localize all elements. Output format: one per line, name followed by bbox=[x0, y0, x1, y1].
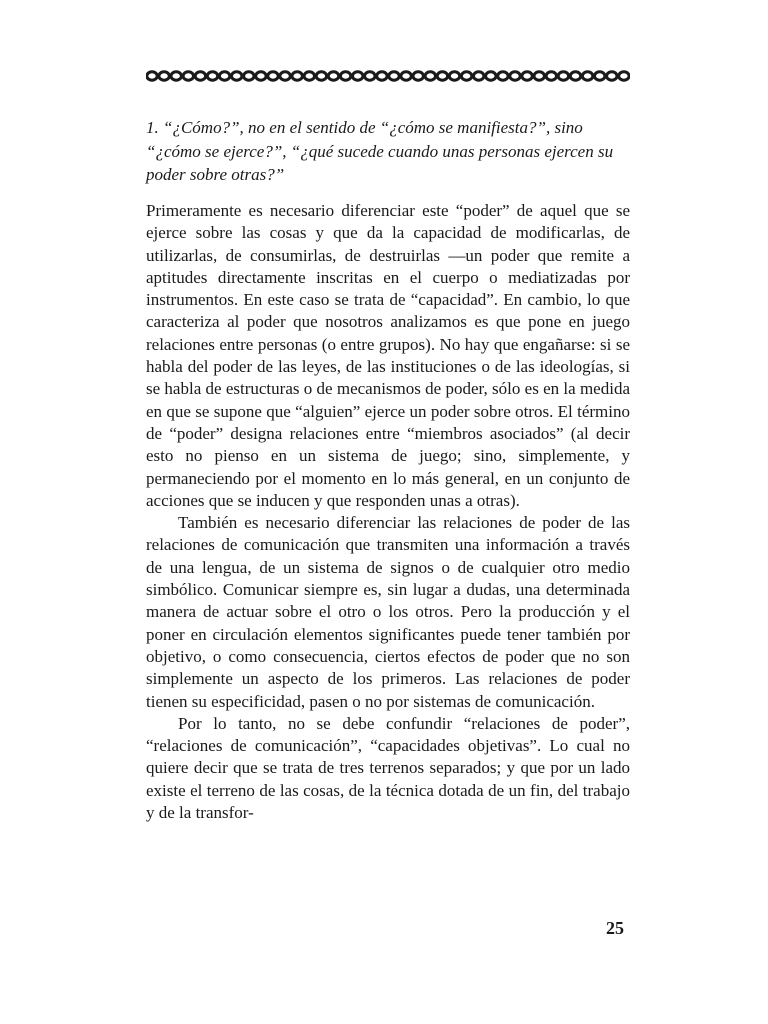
chain-link bbox=[244, 72, 254, 80]
chain-link bbox=[389, 72, 399, 80]
chain-link bbox=[558, 72, 568, 80]
chain-link bbox=[207, 72, 217, 80]
chain-link bbox=[316, 72, 326, 80]
chain-link bbox=[280, 72, 290, 80]
chain-link bbox=[534, 72, 544, 80]
chain-link bbox=[232, 72, 242, 80]
chain-link bbox=[159, 72, 169, 80]
chain-link bbox=[570, 72, 580, 80]
chain-link bbox=[340, 72, 350, 80]
chain-link bbox=[437, 72, 447, 80]
chain-link bbox=[486, 72, 496, 80]
paragraph: También es necesario diferenciar las relaciones de poder de las relaciones de comunicación que transmiten una información a través de una lengua, de un sistema de signos o de cualquier otro medio simbólico. Comunicar siempre es, sin lugar a dudas, una determinada manera de actuar sobre el otro o los otros. Pero la producción y el poner en circulación elementos significantes puede tener también por objetivo, o como consecuencia, ciertos efectos de poder que no son simplemente un aspecto de los primeros. Las relaciones de poder tienen su especificidad, pasen o no por sistemas de comunicación. bbox=[146, 513, 630, 711]
chain-link bbox=[292, 72, 302, 80]
chain-link bbox=[546, 72, 556, 80]
chain-link bbox=[328, 72, 338, 80]
chain-link bbox=[619, 72, 629, 80]
paragraph: Por lo tanto, no se debe confundir “relaciones de poder”, “relaciones de comunicación”, “capacidades objetivas”. Lo cual no quiere decir que se trata de tres terrenos separados; y que por un lado existe el terreno de las cosas, de la técnica dotada de un fin, del trabajo y de la transfor- bbox=[146, 713, 630, 823]
chain-link bbox=[171, 72, 181, 80]
chain-link bbox=[268, 72, 278, 80]
chain-link bbox=[595, 72, 605, 80]
chain-link bbox=[425, 72, 435, 80]
chain-link bbox=[401, 72, 411, 80]
decorative-chain-border bbox=[146, 68, 630, 84]
chain-link bbox=[498, 72, 508, 80]
chain-link bbox=[365, 72, 375, 80]
chain-link bbox=[147, 72, 157, 80]
chain-link bbox=[256, 72, 266, 80]
chain-link bbox=[219, 72, 229, 80]
chain-link bbox=[183, 72, 193, 80]
chain-link bbox=[304, 72, 314, 80]
chain-link bbox=[377, 72, 387, 80]
paragraph: Primeramente es necesario diferenciar este “poder” de aquel que se ejerce sobre las cosas y que da la capacidad de modificarlas, de utilizarlas, de consumirlas, de destruirlas —un poder que remite a aptitudes directamente inscritas en el cuerpo o mediatizadas por instrumentos. En este caso se trata de “capacidad”. En cambio, lo que caracteriza al poder que nosotros analizamos es que pone en juego relaciones entre personas (o entre grupos). No hay que engañarse: si se habla del poder de las leyes, de las instituciones o de las ideologías, si se habla de estructuras o de mecanismos de poder, sólo es en la medida en que se supone que “alguien” ejerce un poder sobre otros. El término de “poder” designa relaciones entre “miembros asociados” (al decir esto no pienso en un sistema de juego; sino, simplemente, y permaneciendo por el momento en lo más general, en un conjunto de acciones que se inducen y que responden unas a otras). bbox=[146, 201, 630, 510]
chain-link bbox=[461, 72, 471, 80]
chain-link bbox=[353, 72, 363, 80]
chain-link bbox=[607, 72, 617, 80]
chain-link bbox=[413, 72, 423, 80]
body-text bbox=[146, 200, 630, 824]
chain-link bbox=[195, 72, 205, 80]
chain-link bbox=[474, 72, 484, 80]
chain-link bbox=[582, 72, 592, 80]
section-heading: 1. “¿Cómo?”, no en el sentido de “¿cómo se manifiesta?”, sino “¿cómo se ejerce?”, “¿qué sucede cuando unas personas ejercen su poder sobre otras?” bbox=[146, 118, 614, 184]
chain-link bbox=[522, 72, 532, 80]
chain-link bbox=[510, 72, 520, 80]
chain-link bbox=[449, 72, 459, 80]
page-number: 25 bbox=[606, 918, 624, 938]
